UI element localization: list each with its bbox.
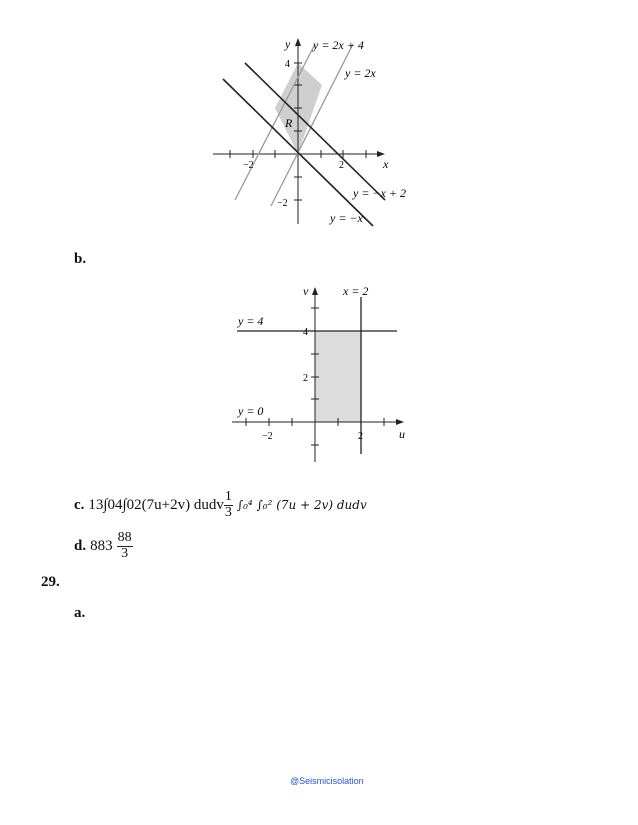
watermark: @Seismicisolation: [290, 776, 364, 786]
graph-a: [205, 34, 435, 234]
y-axis-arrow: [295, 38, 301, 46]
line-y-2x: [271, 44, 353, 206]
tick-label-x-neg2: −2: [243, 160, 254, 171]
tick-label-y-4: 4: [285, 59, 290, 70]
tick-label-u-neg2: −2: [262, 431, 273, 442]
problem-29-number: 29.: [41, 574, 60, 590]
line-label-neg-x: y = −x: [330, 211, 363, 225]
tick-label-v-4: 4: [303, 327, 308, 338]
tick-label-y-neg2: −2: [277, 198, 288, 209]
line-label-x-2: x = 2: [343, 284, 369, 298]
part-d-label: d.: [74, 537, 87, 554]
u-axis-arrow: [396, 419, 404, 425]
problem-29-part-a-label: a.: [74, 605, 86, 621]
part-d: [74, 531, 133, 561]
part-c-fraction: $\frac{1}{3}$: [224, 489, 232, 520]
region-rectangle: [315, 331, 361, 422]
graph-b: [232, 282, 422, 468]
axis-label-u: u: [399, 427, 405, 441]
part-c-label: c.: [74, 496, 85, 513]
axis-label-x: x: [383, 157, 389, 171]
line-label-y-4: y = 4: [238, 314, 264, 328]
part-c: [74, 490, 367, 520]
part-b-label: b.: [74, 251, 87, 267]
part-d-text: 883: [90, 537, 113, 554]
line-label-2x-plus-4: y = 2x + 4: [313, 38, 364, 52]
tick-label-v-2: 2: [303, 373, 308, 384]
line-label-neg-x-plus-2: y = −x + 2: [353, 186, 406, 200]
tick-label-u-2: 2: [358, 431, 363, 442]
line-label-2x: y = 2x: [345, 66, 376, 80]
axis-label-v: v: [303, 284, 309, 298]
part-c-text: 13∫04∫02(7u+2v) dudv: [88, 496, 224, 513]
part-d-fraction: $\frac{88}{3}$: [117, 530, 132, 561]
v-axis-arrow: [312, 287, 318, 295]
axis-label-y: y: [285, 37, 291, 51]
part-c-integral: ∫₀⁴ ∫₀² (7u + 2v) dudv: [236, 497, 367, 512]
tick-label-x-2: 2: [339, 160, 344, 171]
line-label-y-0: y = 0: [238, 404, 264, 418]
region-label: R: [285, 116, 293, 130]
